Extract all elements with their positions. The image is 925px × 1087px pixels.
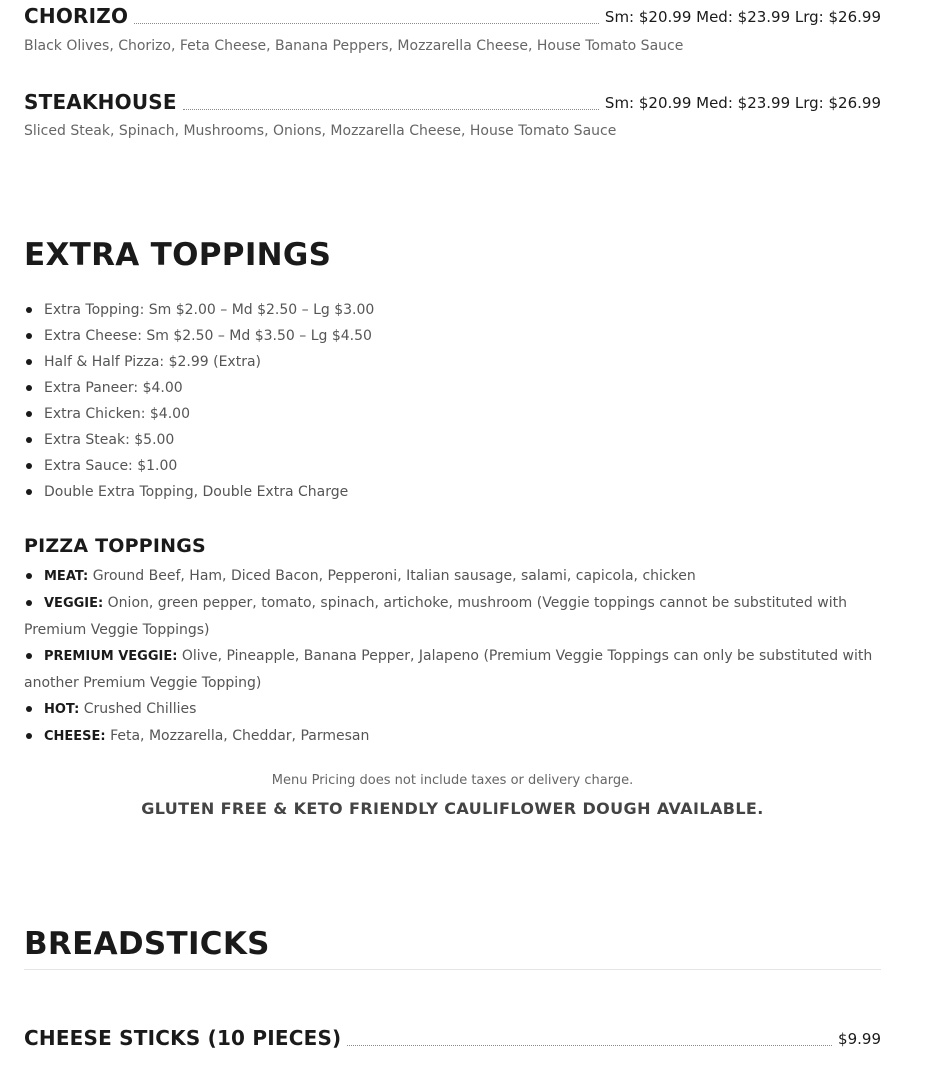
topping-text: Feta, Mozzarella, Cheddar, Parmesan — [110, 728, 370, 744]
item-name: CHORIZO — [24, 4, 129, 28]
list-item: Double Extra Topping, Double Extra Charge — [24, 479, 881, 505]
bullet-icon — [26, 333, 32, 339]
pizza-toppings-list — [24, 563, 881, 750]
section-title-pizza-toppings: PIZZA TOPPINGS — [24, 535, 206, 557]
section-title-extra-toppings: EXTRA TOPPINGS — [24, 237, 332, 273]
gluten-free-note: GLUTEN FREE & KETO FRIENDLY CAULIFLOWER DOUGH AVAILABLE. — [141, 799, 764, 818]
topping-text: Olive, Pineapple, Banana Pepper, Jalapeno (Premium Veggie Toppings can only be substituted with another Premium Veggie Topping) — [24, 648, 873, 691]
bullet-icon — [26, 359, 32, 365]
topping-label: VEGGIE: — [44, 596, 104, 611]
topping-text: Onion, green pepper, tomato, spinach, artichoke, mushroom (Veggie toppings cannot be substituted with Premium Veggie Toppings) — [24, 595, 847, 638]
item-description: Sliced Steak, Spinach, Mushrooms, Onions, Mozzarella Cheese, House Tomato Sauce — [24, 123, 617, 139]
bullet-icon — [26, 411, 32, 417]
topping-label: HOT: — [44, 702, 80, 717]
list-item: Extra Topping: Sm $2.00 – Md $2.50 – Lg $3.00 — [24, 297, 881, 323]
item-name: STEAKHOUSE — [24, 90, 177, 114]
list-item — [24, 590, 881, 643]
bullet-icon — [26, 307, 32, 313]
item-price: Sm: $20.99 Med: $23.99 Lrg: $26.99 — [604, 8, 881, 26]
list-item: Half & Half Pizza: $2.99 (Extra) — [24, 349, 881, 375]
list-item — [24, 643, 881, 696]
topping-text: Crushed Chillies — [83, 701, 197, 717]
extra-toppings-list — [24, 297, 881, 505]
bullet-icon — [26, 573, 32, 579]
item-description: Black Olives, Chorizo, Feta Cheese, Banana Peppers, Mozzarella Cheese, House Tomato Sauce — [24, 38, 684, 54]
bullet-icon — [26, 706, 32, 712]
topping-label: PREMIUM VEGGIE: — [44, 649, 178, 664]
list-item: Extra Paneer: $4.00 — [24, 375, 881, 401]
menu-item-chorizo — [24, 0, 881, 28]
menu-item-cheese-sticks — [24, 1022, 881, 1050]
list-item: Extra Sauce: $1.00 — [24, 453, 881, 479]
list-item: Extra Chicken: $4.00 — [24, 401, 881, 427]
bullet-icon — [26, 437, 32, 443]
topping-label: MEAT: — [44, 569, 89, 584]
item-price: $9.99 — [838, 1030, 881, 1048]
list-item — [24, 563, 881, 590]
bullet-icon — [26, 733, 32, 739]
bullet-icon — [26, 385, 32, 391]
menu-item-steakhouse — [24, 86, 881, 114]
topping-text: Ground Beef, Ham, Diced Bacon, Pepperoni, Italian sausage, salami, capicola, chicken — [92, 568, 696, 584]
section-divider — [24, 969, 881, 970]
pricing-note: Menu Pricing does not include taxes or delivery charge. — [271, 773, 634, 788]
topping-label: CHEESE: — [44, 729, 106, 744]
dot-leader — [347, 1044, 832, 1046]
item-price: Sm: $20.99 Med: $23.99 Lrg: $26.99 — [604, 94, 881, 112]
dot-leader — [183, 108, 599, 110]
bullet-icon — [26, 489, 32, 495]
bullet-icon — [26, 653, 32, 659]
list-item — [24, 723, 881, 750]
item-name: CHEESE STICKS (10 PIECES) — [24, 1026, 342, 1050]
list-item: Extra Cheese: Sm $2.50 – Md $3.50 – Lg $4.50 — [24, 323, 881, 349]
list-item — [24, 696, 881, 723]
dot-leader — [134, 22, 599, 24]
section-title-breadsticks: BREADSTICKS — [24, 926, 270, 962]
list-item: Extra Steak: $5.00 — [24, 427, 881, 453]
bullet-icon — [26, 600, 32, 606]
bullet-icon — [26, 463, 32, 469]
